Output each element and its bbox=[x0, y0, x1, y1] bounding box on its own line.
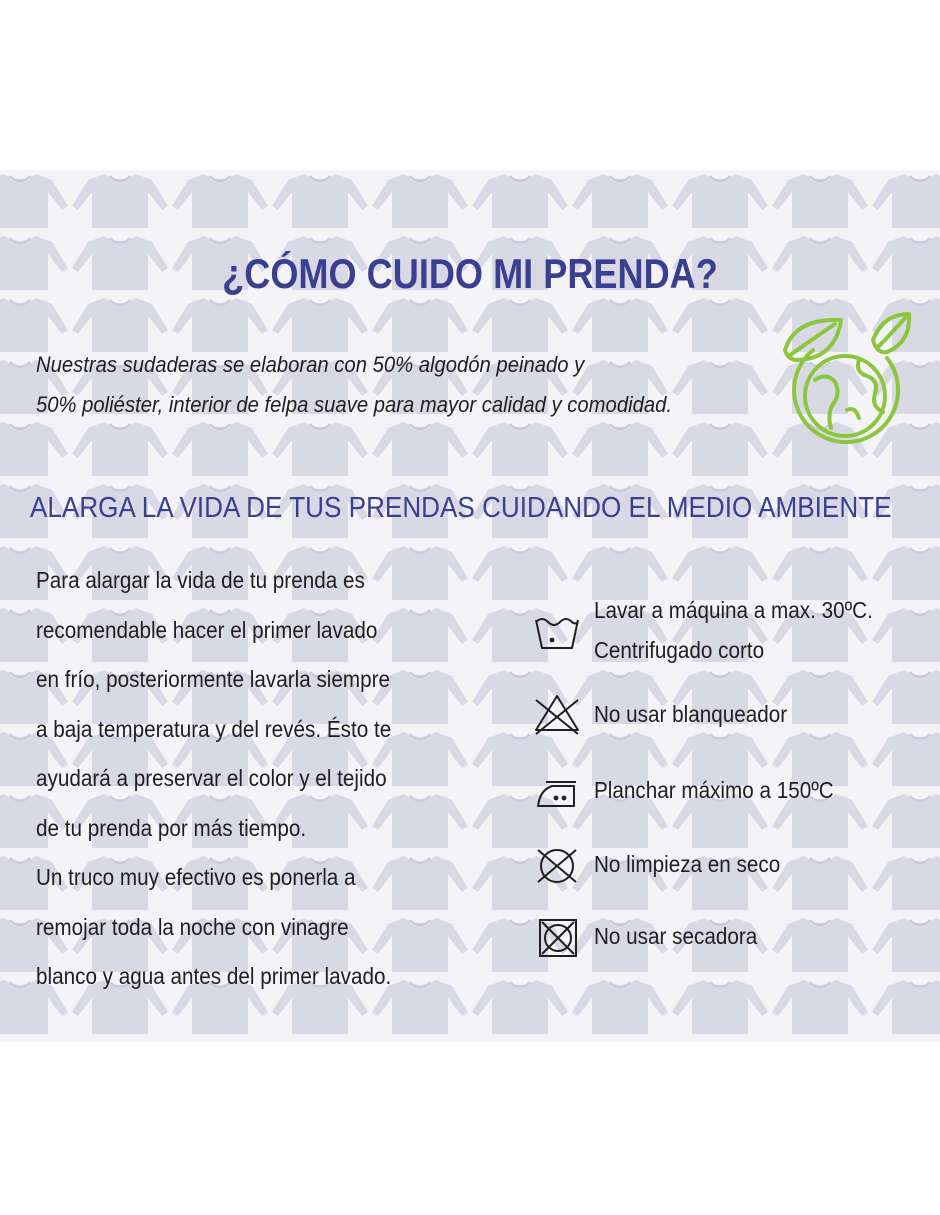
care-label: No limpieza en seco bbox=[594, 851, 781, 877]
intro-line: Nuestras sudaderas se elaboran con 50% algodón peinado y bbox=[36, 352, 585, 377]
advice-line: recomendable hacer el primer lavado bbox=[36, 616, 378, 643]
care-label: Lavar a máquina a max. 30ºC. bbox=[594, 597, 873, 623]
care-label: No usar blanqueador bbox=[594, 701, 788, 727]
advice-line: blanco y agua antes del primer lavado. bbox=[36, 963, 392, 989]
advice-line: Un truco muy efectivo es ponerla a bbox=[36, 864, 356, 890]
care-label: Centrifugado corto bbox=[594, 637, 765, 663]
care-advice-text bbox=[36, 556, 506, 1002]
intro-text bbox=[36, 345, 776, 425]
advice-line: Para alargar la vida de tu prenda es bbox=[36, 567, 365, 593]
no-dry-clean-icon bbox=[532, 844, 582, 888]
wash-30-icon bbox=[532, 610, 582, 654]
section-subtitle: ALARGA LA VIDA DE TUS PRENDAS CUIDANDO EL MEDIO AMBIENTE bbox=[30, 492, 892, 524]
no-tumble-dry-icon bbox=[532, 916, 582, 960]
advice-line: a baja temperatura y del revés. Ésto te bbox=[36, 715, 392, 742]
no-bleach-icon bbox=[532, 692, 582, 736]
care-label: No usar secadora bbox=[594, 923, 758, 949]
advice-line: ayudará a preservar el color y el tejido bbox=[36, 765, 387, 791]
advice-line: en frío, posteriormente lavarla siempre bbox=[36, 666, 391, 692]
intro-line: 50% poliéster, interior de felpa suave para mayor calidad y comodidad. bbox=[36, 392, 672, 417]
care-panel bbox=[0, 170, 940, 1042]
advice-line: de tu prenda por más tiempo. bbox=[36, 814, 307, 841]
advice-line: remojar toda la noche con vinagre bbox=[36, 913, 349, 940]
iron-150-icon bbox=[532, 770, 582, 814]
page-title: ¿CÓMO CUIDO MI PRENDA? bbox=[222, 250, 718, 297]
care-label: Planchar máximo a 150ºC bbox=[594, 777, 834, 803]
eco-globe-icon bbox=[775, 310, 915, 450]
